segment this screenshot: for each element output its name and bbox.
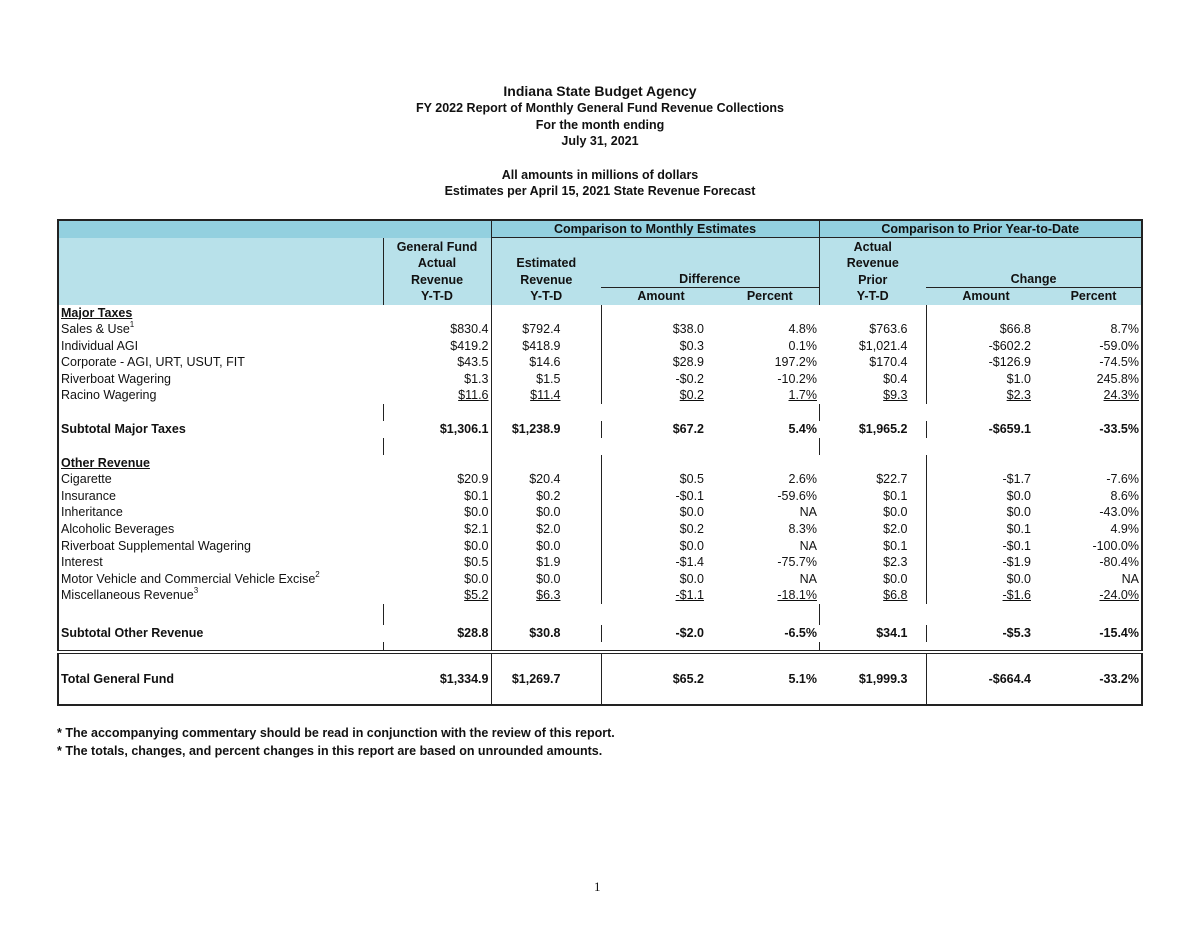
- table-row: [58, 587, 1142, 604]
- total-row: [58, 652, 1142, 705]
- footnote-marker: 2: [315, 569, 320, 579]
- month-label: For the month ending: [535, 117, 665, 132]
- row-label: Motor Vehicle and Commercial Vehicle Excise$^2$: [61, 569, 320, 586]
- value-cell: $11.6: [458, 388, 489, 403]
- value-cell: $1,306.1: [439, 422, 489, 437]
- value-cell: -$659.1: [926, 421, 1046, 438]
- value-cell: $0.0: [601, 571, 721, 588]
- table-row: [58, 554, 1142, 571]
- col-header-change: Change: [926, 238, 1142, 288]
- value-cell: 24.3%: [1103, 388, 1139, 403]
- value-cell: $1,238.9: [491, 421, 601, 438]
- value-cell: $22.7: [876, 472, 908, 487]
- value-cell: -100.0%: [1092, 538, 1139, 553]
- spacer-row: [58, 604, 1142, 625]
- value-cell: -$0.1: [926, 538, 1046, 555]
- table-row: [58, 354, 1142, 371]
- row-label: Insurance: [61, 488, 116, 503]
- value-cell: $30.8: [491, 625, 601, 642]
- value-cell: -18.1%: [777, 588, 817, 603]
- row-label: Racino Wagering: [61, 388, 157, 403]
- value-cell: $2.0: [883, 522, 908, 537]
- value-cell: $1,269.7: [491, 652, 601, 705]
- value-cell: $1.0: [926, 371, 1046, 388]
- value-cell: $20.9: [457, 472, 489, 487]
- value-cell: $1,999.3: [858, 671, 908, 686]
- row-label: Subtotal Major Taxes: [61, 422, 186, 437]
- agency-name: Indiana State Budget Agency: [503, 83, 697, 99]
- value-cell: -$126.9: [926, 354, 1046, 371]
- value-cell: $0.0: [464, 571, 489, 586]
- value-cell: -$602.2: [926, 338, 1046, 355]
- value-cell: $0.0: [926, 488, 1046, 505]
- value-cell: 197.2%: [774, 355, 817, 370]
- report-date: July 31, 2021: [561, 134, 639, 148]
- value-cell: $67.2: [601, 421, 721, 438]
- page-number: 1: [594, 879, 601, 894]
- section-heading-row: [58, 455, 1142, 472]
- value-cell: -$664.4: [926, 652, 1046, 705]
- row-label: Individual AGI: [61, 338, 139, 353]
- row-label: Cigarette: [61, 472, 112, 487]
- value-cell: $170.4: [869, 355, 908, 370]
- value-cell: $0.0: [926, 504, 1046, 521]
- value-cell: $0.0: [883, 571, 908, 586]
- value-cell: 4.8%: [788, 322, 817, 337]
- value-cell: $20.4: [491, 471, 601, 488]
- value-cell: $0.5: [464, 555, 489, 570]
- table-row: [58, 338, 1142, 355]
- col-header-prior: Actual Revenue Prior Y-T-D: [819, 238, 926, 305]
- value-cell: -75.7%: [777, 555, 817, 570]
- value-cell: $0.0: [491, 538, 601, 555]
- value-cell: NA: [799, 571, 817, 586]
- value-cell: 8.7%: [1110, 322, 1139, 337]
- col-header-actual: General Fund Actual Revenue Y-T-D: [383, 238, 491, 305]
- value-cell: $0.0: [601, 538, 721, 555]
- value-cell: $1,965.2: [858, 422, 908, 437]
- table-row: [58, 538, 1142, 555]
- value-cell: NA: [799, 505, 817, 520]
- value-cell: -43.0%: [1099, 505, 1139, 520]
- value-cell: $6.3: [491, 587, 601, 604]
- row-label: Miscellaneous Revenue$^3$: [61, 586, 199, 603]
- value-cell: 5.1%: [788, 671, 817, 686]
- col-header-diff-percent: Percent: [721, 288, 819, 305]
- value-cell: 4.9%: [1110, 522, 1139, 537]
- footnote-2: * The totals, changes, and percent changes in this report are based on unrounded amounts.: [57, 744, 603, 758]
- value-cell: $28.9: [601, 354, 721, 371]
- value-cell: $0.1: [464, 488, 489, 503]
- spacer-row: [58, 404, 1142, 421]
- value-cell: -$2.0: [601, 625, 721, 642]
- row-label: Inheritance: [61, 505, 123, 520]
- value-cell: -$1.4: [601, 554, 721, 571]
- col-header-difference: Difference: [601, 238, 819, 288]
- table-row: [58, 387, 1142, 404]
- value-cell: $0.3: [601, 338, 721, 355]
- value-cell: $0.0: [491, 571, 601, 588]
- value-cell: $1,021.4: [858, 338, 908, 353]
- value-cell: -33.5%: [1099, 422, 1139, 437]
- units-note: All amounts in millions of dollars: [501, 167, 699, 182]
- value-cell: -$0.1: [601, 488, 721, 505]
- value-cell: -15.4%: [1099, 626, 1139, 640]
- value-cell: $2.3: [926, 387, 1046, 404]
- table-body: [58, 305, 1142, 705]
- col-header-change-percent: Percent: [1046, 288, 1142, 305]
- value-cell: 0.1%: [788, 338, 817, 353]
- value-cell: -6.5%: [784, 626, 817, 640]
- value-cell: $0.4: [883, 371, 908, 386]
- value-cell: $0.2: [491, 488, 601, 505]
- value-cell: $1.5: [491, 371, 601, 388]
- value-cell: $0.2: [601, 387, 721, 404]
- value-cell: $2.0: [491, 521, 601, 538]
- section-title: Other Revenue: [61, 455, 150, 470]
- value-cell: -$1.9: [926, 554, 1046, 571]
- value-cell: 8.6%: [1110, 488, 1139, 503]
- revenue-table: [57, 219, 1143, 706]
- table-row: [58, 521, 1142, 538]
- spacer-row: [58, 642, 1142, 652]
- table-row: [58, 371, 1142, 388]
- row-label: Corporate - AGI, URT, USUT, FIT: [61, 355, 245, 370]
- subtotal-row: [58, 421, 1142, 438]
- value-cell: -80.4%: [1099, 555, 1139, 570]
- value-cell: -7.6%: [1106, 472, 1139, 487]
- value-cell: 245.8%: [1096, 371, 1139, 386]
- table-row: [58, 488, 1142, 505]
- value-cell: $65.2: [601, 652, 721, 705]
- value-cell: $0.5: [601, 471, 721, 488]
- value-cell: -33.2%: [1099, 671, 1139, 686]
- table-row: [58, 321, 1142, 338]
- value-cell: 2.6%: [788, 472, 817, 487]
- row-label: Interest: [61, 555, 103, 570]
- row-label: Riverboat Supplemental Wagering: [61, 538, 251, 553]
- value-cell: $43.5: [457, 355, 489, 370]
- report-name: FY 2022 Report of Monthly General Fund Revenue Collections: [416, 101, 784, 115]
- value-cell: $14.6: [491, 354, 601, 371]
- value-cell: $6.8: [883, 588, 908, 603]
- table-row: [58, 471, 1142, 488]
- spacer-row: [58, 438, 1142, 455]
- value-cell: $11.4: [491, 387, 601, 404]
- value-cell: $763.6: [869, 322, 908, 337]
- value-cell: -59.6%: [777, 488, 817, 503]
- group-header-monthly: Comparison to Monthly Estimates: [491, 220, 819, 238]
- value-cell: -$0.2: [601, 371, 721, 388]
- value-cell: $2.3: [883, 555, 908, 570]
- value-cell: $34.1: [876, 626, 908, 640]
- value-cell: $419.2: [450, 338, 489, 353]
- footnote-marker: 3: [193, 586, 199, 596]
- value-cell: $1,334.9: [439, 671, 489, 686]
- value-cell: $0.0: [464, 505, 489, 520]
- value-cell: $0.0: [883, 505, 908, 520]
- value-cell: $418.9: [491, 338, 601, 355]
- value-cell: -10.2%: [777, 371, 817, 386]
- value-cell: -74.5%: [1099, 355, 1139, 370]
- row-label: Riverboat Wagering: [61, 371, 172, 386]
- value-cell: 5.4%: [788, 422, 817, 437]
- value-cell: $0.0: [491, 504, 601, 521]
- value-cell: $1.9: [491, 554, 601, 571]
- subtotal-row: [58, 625, 1142, 642]
- value-cell: $0.0: [601, 504, 721, 521]
- value-cell: -$1.7: [926, 471, 1046, 488]
- value-cell: $38.0: [601, 321, 721, 338]
- footnote-marker: 1: [129, 320, 135, 330]
- value-cell: $0.2: [601, 521, 721, 538]
- value-cell: 8.3%: [788, 522, 817, 537]
- value-cell: $9.3: [883, 388, 908, 403]
- value-cell: -59.0%: [1099, 338, 1139, 353]
- row-label: Total General Fund: [61, 671, 174, 686]
- value-cell: $0.1: [883, 538, 908, 553]
- group-header-prior: Comparison to Prior Year-to-Date: [819, 220, 1142, 238]
- value-cell: $830.4: [450, 322, 489, 337]
- value-cell: $0.1: [883, 488, 908, 503]
- col-header-estimated: Estimated Revenue Y-T-D: [491, 238, 601, 305]
- col-header-diff-amount: Amount: [601, 288, 721, 305]
- section-heading-row: [58, 305, 1142, 322]
- footnote-1: * The accompanying commentary should be read in conjunction with the review of this report.: [57, 726, 615, 740]
- col-header-change-amount: Amount: [926, 288, 1046, 305]
- table-row: [58, 571, 1142, 588]
- value-cell: $2.1: [464, 522, 489, 537]
- value-cell: $0.0: [926, 571, 1046, 588]
- report-title-block: [0, 82, 1200, 200]
- value-cell: 1.7%: [788, 388, 817, 403]
- value-cell: $792.4: [491, 321, 601, 338]
- value-cell: $66.8: [926, 321, 1046, 338]
- value-cell: $0.1: [926, 521, 1046, 538]
- table-row: [58, 504, 1142, 521]
- row-label: Sales & Use$^1$: [61, 320, 135, 337]
- value-cell: NA: [1121, 571, 1139, 586]
- estimates-note: Estimates per April 15, 2021 State Revenue Forecast: [444, 184, 756, 198]
- value-cell: -24.0%: [1099, 588, 1139, 603]
- value-cell: -$5.3: [926, 625, 1046, 642]
- value-cell: -$1.1: [601, 587, 721, 604]
- value-cell: $0.0: [464, 538, 489, 553]
- value-cell: $5.2: [464, 588, 489, 603]
- value-cell: -$1.6: [926, 587, 1046, 604]
- row-label: Alcoholic Beverages: [61, 522, 175, 537]
- value-cell: $1.3: [464, 371, 489, 386]
- row-label: Subtotal Other Revenue: [61, 626, 204, 640]
- value-cell: NA: [799, 538, 817, 553]
- value-cell: $28.8: [457, 626, 489, 640]
- section-title: Major Taxes: [61, 305, 133, 320]
